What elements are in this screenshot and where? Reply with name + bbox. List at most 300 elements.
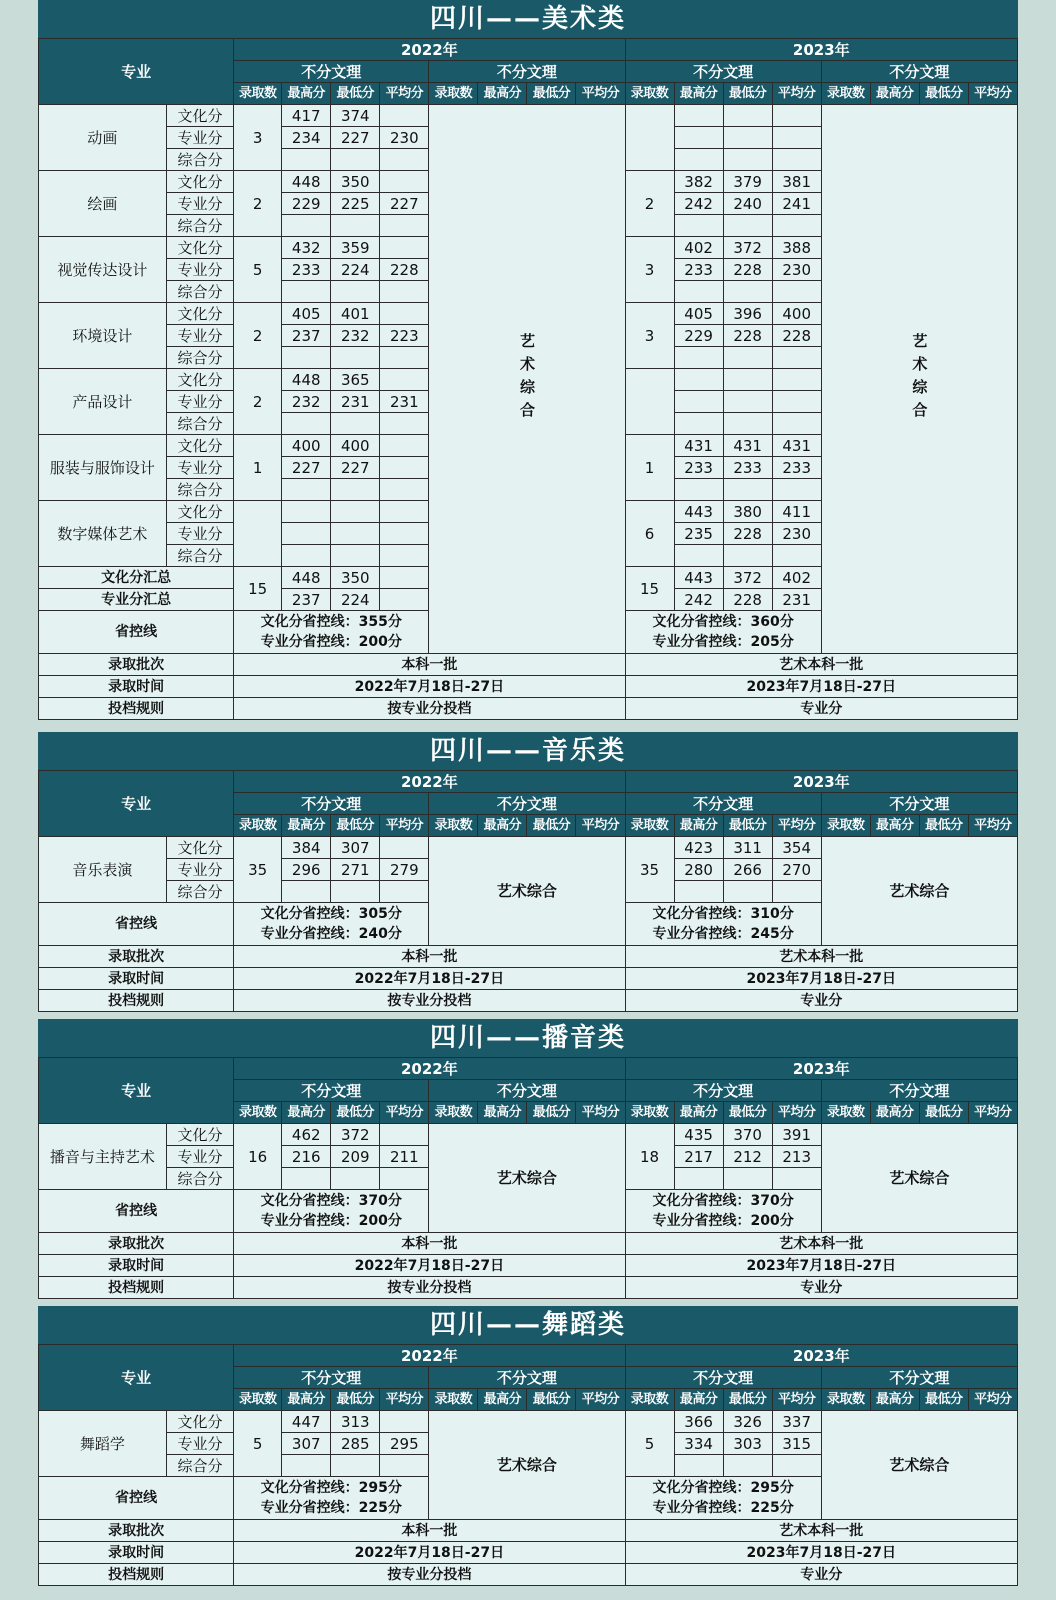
header-col-1: 最高分 [478,815,527,837]
score-type-label: 综合分 [166,881,233,903]
score-2023 [723,1168,772,1190]
score-2022: 227 [331,457,380,479]
score-2022 [380,1455,429,1477]
score-2023: 242 [674,193,723,215]
header-col-2: 最低分 [723,1389,772,1411]
score-2023 [772,391,821,413]
header-col-2: 最低分 [723,815,772,837]
count-2023: 18 [625,1124,674,1190]
footer-2023: 2023年7月18日-27日 [625,1542,1017,1564]
score-2022 [380,347,429,369]
score-type-label: 综合分 [166,545,233,567]
control-line-2023 [625,611,821,654]
footer-2022: 2022年7月18日-27日 [234,1542,625,1564]
header-col-2: 最低分 [527,1102,576,1124]
summary-culture-2023: 402 [772,567,821,589]
footer-2023: 艺术本科一批 [625,1233,1017,1255]
summary-pro-2022: 237 [282,589,331,611]
score-2023: 233 [772,457,821,479]
section-title: 四川——舞蹈类 [38,1306,1018,1344]
count-2022: 3 [234,105,282,171]
score-2023 [674,545,723,567]
header-col-3: 平均分 [380,1102,429,1124]
score-2023 [723,127,772,149]
score-2023 [674,215,723,237]
header-major: 专业 [39,771,234,837]
score-type-label: 文化分 [166,369,233,391]
score-2023: 230 [772,259,821,281]
control-pro-2022: 专业分省控线：200分 [260,634,402,650]
control-culture-2023: 文化分省控线：370分 [652,1193,794,1209]
score-2022: 227 [331,127,380,149]
control-pro-2022: 专业分省控线：200分 [260,1213,402,1229]
count-2022: 5 [234,237,282,303]
score-type-label: 文化分 [166,1124,233,1146]
footer-2023: 专业分 [625,1277,1017,1299]
score-2023: 228 [723,259,772,281]
header-col-2: 最低分 [723,1102,772,1124]
score-type-label: 综合分 [166,413,233,435]
merged-art-combined-2023: 艺术综合 [821,1124,1017,1233]
major-name: 服装与服饰设计 [39,435,167,501]
control-line-2022 [234,903,429,946]
score-2022 [380,105,429,127]
footer-2023: 艺术本科一批 [625,1520,1017,1542]
footer-2022: 2022年7月18日-27日 [234,968,625,990]
score-2022: 307 [331,837,380,859]
score-2023 [772,881,821,903]
count-2022: 2 [234,369,282,435]
score-table [38,1344,1018,1586]
header-no-split: 不分文理 [821,793,1017,815]
score-2023 [723,1455,772,1477]
score-2022 [380,281,429,303]
score-2022 [331,1168,380,1190]
pro-summary-label: 专业分汇总 [39,589,234,611]
score-2022 [380,237,429,259]
score-2022: 232 [331,325,380,347]
score-2023: 372 [723,237,772,259]
score-2022: 447 [282,1411,331,1433]
score-2023: 370 [723,1124,772,1146]
summary-pro-2023: 231 [772,589,821,611]
header-major: 专业 [39,39,234,105]
header-col-2: 最低分 [919,83,968,105]
footer-2023: 专业分 [625,1564,1017,1586]
score-2023: 396 [723,303,772,325]
score-2022: 448 [282,369,331,391]
section-title: 四川——音乐类 [38,732,1018,770]
control-line-2022 [234,611,429,654]
control-line-label: 省控线 [39,1477,234,1520]
header-col-1: 最高分 [674,83,723,105]
header-col-3: 平均分 [576,815,625,837]
score-2022 [380,881,429,903]
header-no-split: 不分文理 [234,793,429,815]
score-2023 [674,369,723,391]
header-col-2: 最低分 [919,1389,968,1411]
footer-2022: 本科一批 [234,654,625,676]
score-2023: 229 [674,325,723,347]
score-2023 [674,1168,723,1190]
count-2023: 3 [625,237,674,303]
score-2023 [674,1455,723,1477]
score-type-label: 专业分 [166,325,233,347]
score-2022: 279 [380,859,429,881]
header-no-split: 不分文理 [821,1080,1017,1102]
header-col-2: 最低分 [331,1389,380,1411]
header-no-split: 不分文理 [625,61,821,83]
score-2023 [723,391,772,413]
score-2023: 366 [674,1411,723,1433]
score-2023 [674,391,723,413]
section-art [38,0,1018,720]
score-2023: 431 [723,435,772,457]
score-2023: 315 [772,1433,821,1455]
header-col-3: 平均分 [576,1389,625,1411]
score-2022 [282,215,331,237]
control-line-2023 [625,903,821,946]
score-2022 [380,171,429,193]
header-col-2: 最低分 [527,1389,576,1411]
score-2023: 311 [723,837,772,859]
score-2022: 365 [331,369,380,391]
score-2022 [380,215,429,237]
header-no-split: 不分文理 [429,1367,625,1389]
score-2022 [380,435,429,457]
header-col-2: 最低分 [331,83,380,105]
score-2023: 400 [772,303,821,325]
footer-label: 录取批次 [39,946,234,968]
score-2022: 374 [331,105,380,127]
section-title: 四川——播音类 [38,1019,1018,1057]
score-2022: 359 [331,237,380,259]
score-2023: 391 [772,1124,821,1146]
control-culture-2023: 文化分省控线：360分 [652,614,794,630]
control-line-2023 [625,1477,821,1520]
score-2023 [723,149,772,171]
score-type-label: 综合分 [166,347,233,369]
score-2022 [282,501,331,523]
score-type-label: 综合分 [166,1168,233,1190]
score-2022: 216 [282,1146,331,1168]
header-col-3: 平均分 [968,1389,1017,1411]
summary-pro-2022 [380,589,429,611]
summary-pro-2022: 224 [331,589,380,611]
footer-label: 录取批次 [39,1233,234,1255]
score-type-label: 文化分 [166,171,233,193]
score-2022 [380,523,429,545]
header-col-1: 最高分 [282,1102,331,1124]
score-2022: 231 [380,391,429,413]
score-2023: 235 [674,523,723,545]
major-name: 产品设计 [39,369,167,435]
count-2023 [625,369,674,435]
count-2022: 35 [234,837,282,903]
score-2022: 285 [331,1433,380,1455]
score-2022 [331,281,380,303]
header-col-1: 最高分 [870,83,919,105]
header-col-0: 录取数 [821,1102,870,1124]
header-col-0: 录取数 [429,1102,478,1124]
control-pro-2023: 专业分省控线：200分 [652,1213,794,1229]
footer-label: 录取时间 [39,1542,234,1564]
header-col-0: 录取数 [625,83,674,105]
header-col-1: 最高分 [870,1102,919,1124]
count-2022: 2 [234,171,282,237]
score-2023: 303 [723,1433,772,1455]
header-col-0: 录取数 [625,1102,674,1124]
header-year-2023: 2023年 [625,771,1017,793]
score-2023 [723,413,772,435]
merged-art-combined-2022: 艺术综合 [429,1124,625,1233]
header-col-1: 最高分 [870,815,919,837]
header-col-1: 最高分 [478,83,527,105]
header-year-2023: 2023年 [625,39,1017,61]
score-2023: 431 [674,435,723,457]
score-2023: 228 [772,325,821,347]
score-2022: 432 [282,237,331,259]
score-2022: 296 [282,859,331,881]
score-2023: 270 [772,859,821,881]
score-2022: 271 [331,859,380,881]
score-2023 [772,1455,821,1477]
summary-culture-2022: 350 [331,567,380,589]
score-2023 [674,149,723,171]
score-2022: 224 [331,259,380,281]
control-culture-2022: 文化分省控线：370分 [260,1193,402,1209]
score-2023 [723,347,772,369]
score-2023 [674,413,723,435]
footer-2023: 2023年7月18日-27日 [625,676,1017,698]
control-culture-2022: 文化分省控线：355分 [260,614,402,630]
score-2022 [331,523,380,545]
score-2022 [282,413,331,435]
control-pro-2023: 专业分省控线：225分 [652,1500,794,1516]
footer-2022: 按专业分投档 [234,1277,625,1299]
score-type-label: 文化分 [166,501,233,523]
footer-label: 投档规则 [39,990,234,1012]
major-name: 视觉传达设计 [39,237,167,303]
header-col-2: 最低分 [723,83,772,105]
header-col-3: 平均分 [772,1102,821,1124]
summary-count-2023: 15 [625,567,674,611]
summary-pro-2023: 242 [674,589,723,611]
header-col-2: 最低分 [331,1102,380,1124]
header-year-2023: 2023年 [625,1058,1017,1080]
score-2023: 217 [674,1146,723,1168]
summary-pro-2023: 228 [723,589,772,611]
score-2022: 228 [380,259,429,281]
score-2022: 209 [331,1146,380,1168]
score-2023 [723,479,772,501]
control-pro-2023: 专业分省控线：245分 [652,926,794,942]
score-2022: 417 [282,105,331,127]
score-type-label: 文化分 [166,837,233,859]
score-type-label: 专业分 [166,523,233,545]
score-2022: 401 [331,303,380,325]
score-2022: 448 [282,171,331,193]
score-2022 [331,545,380,567]
header-no-split: 不分文理 [821,61,1017,83]
score-2022: 225 [331,193,380,215]
header-col-0: 录取数 [429,83,478,105]
score-2023: 431 [772,435,821,457]
score-2022: 295 [380,1433,429,1455]
footer-label: 投档规则 [39,1564,234,1586]
score-2022 [282,149,331,171]
score-2022: 350 [331,171,380,193]
header-col-1: 最高分 [870,1389,919,1411]
score-2023: 402 [674,237,723,259]
header-col-3: 平均分 [772,815,821,837]
score-2023: 334 [674,1433,723,1455]
header-col-3: 平均分 [772,1389,821,1411]
merged-art-combined-2023: 艺术综合 [821,105,1017,654]
score-type-label: 专业分 [166,193,233,215]
major-name: 绘画 [39,171,167,237]
header-no-split: 不分文理 [429,793,625,815]
count-2023 [625,105,674,171]
score-2023: 266 [723,859,772,881]
score-2023: 228 [723,523,772,545]
header-col-0: 录取数 [234,83,282,105]
score-2023: 405 [674,303,723,325]
footer-2022: 本科一批 [234,1520,625,1542]
score-2023: 228 [723,325,772,347]
merged-art-combined-2022: 艺术综合 [429,1411,625,1520]
score-2023 [674,127,723,149]
score-type-label: 文化分 [166,435,233,457]
score-2022 [282,523,331,545]
header-col-3: 平均分 [380,83,429,105]
score-2023: 230 [772,523,821,545]
count-2023: 35 [625,837,674,903]
footer-label: 录取批次 [39,1520,234,1542]
score-2022 [380,837,429,859]
score-2022 [331,881,380,903]
header-col-2: 最低分 [527,815,576,837]
score-2022 [380,1124,429,1146]
score-type-label: 专业分 [166,457,233,479]
score-2022 [331,501,380,523]
score-2023 [772,479,821,501]
score-2023 [772,215,821,237]
score-2023: 213 [772,1146,821,1168]
header-col-1: 最高分 [478,1102,527,1124]
score-2022 [331,215,380,237]
header-year-2022: 2022年 [234,39,625,61]
summary-culture-2023: 372 [723,567,772,589]
score-2023: 240 [723,193,772,215]
footer-2022: 本科一批 [234,1233,625,1255]
score-2023: 241 [772,193,821,215]
score-2023: 423 [674,837,723,859]
score-2023 [674,105,723,127]
score-2023 [772,281,821,303]
score-2023: 233 [674,259,723,281]
footer-label: 录取批次 [39,654,234,676]
header-col-2: 最低分 [919,815,968,837]
major-name: 环境设计 [39,303,167,369]
score-2023: 233 [723,457,772,479]
score-2022: 223 [380,325,429,347]
score-2022 [380,501,429,523]
header-col-2: 最低分 [527,83,576,105]
score-2023: 411 [772,501,821,523]
score-2023 [723,881,772,903]
score-type-label: 专业分 [166,259,233,281]
score-2022: 211 [380,1146,429,1168]
score-2022 [331,1455,380,1477]
control-pro-2022: 专业分省控线：225分 [260,1500,402,1516]
score-2022: 405 [282,303,331,325]
control-pro-2022: 专业分省控线：240分 [260,926,402,942]
score-2022: 313 [331,1411,380,1433]
control-culture-2023: 文化分省控线：310分 [652,906,794,922]
score-2023: 380 [723,501,772,523]
score-2022 [380,479,429,501]
major-name: 动画 [39,105,167,171]
count-2023: 5 [625,1411,674,1477]
footer-2022: 按专业分投档 [234,698,625,720]
count-2022 [234,501,282,567]
header-col-1: 最高分 [282,1389,331,1411]
score-2022: 230 [380,127,429,149]
score-table [38,770,1018,1012]
header-col-2: 最低分 [331,815,380,837]
score-2023: 326 [723,1411,772,1433]
footer-label: 投档规则 [39,698,234,720]
score-type-label: 文化分 [166,105,233,127]
header-col-1: 最高分 [674,1102,723,1124]
score-2023 [674,881,723,903]
header-col-2: 最低分 [919,1102,968,1124]
header-col-0: 录取数 [234,1389,282,1411]
score-type-label: 文化分 [166,303,233,325]
header-col-3: 平均分 [380,815,429,837]
header-col-1: 最高分 [478,1389,527,1411]
score-2022: 237 [282,325,331,347]
score-2022 [380,545,429,567]
score-2022 [282,545,331,567]
score-type-label: 专业分 [166,1433,233,1455]
score-2023 [772,413,821,435]
header-major: 专业 [39,1058,234,1124]
score-2022 [282,347,331,369]
score-2023 [674,281,723,303]
merged-art-combined-2022: 艺术综合 [429,837,625,946]
score-2022: 400 [331,435,380,457]
score-2023 [674,347,723,369]
major-name: 播音与主持艺术 [39,1124,167,1190]
header-col-0: 录取数 [429,815,478,837]
score-2022: 227 [282,457,331,479]
score-2023: 337 [772,1411,821,1433]
merged-art-combined-2023: 艺术综合 [821,1411,1017,1520]
score-type-label: 综合分 [166,149,233,171]
score-2022 [331,149,380,171]
score-2023 [723,545,772,567]
score-2022 [331,347,380,369]
control-line-2022 [234,1477,429,1520]
control-line-2023 [625,1190,821,1233]
footer-label: 录取时间 [39,676,234,698]
header-col-0: 录取数 [234,1102,282,1124]
score-2022 [282,281,331,303]
header-no-split: 不分文理 [625,793,821,815]
score-2022 [380,413,429,435]
